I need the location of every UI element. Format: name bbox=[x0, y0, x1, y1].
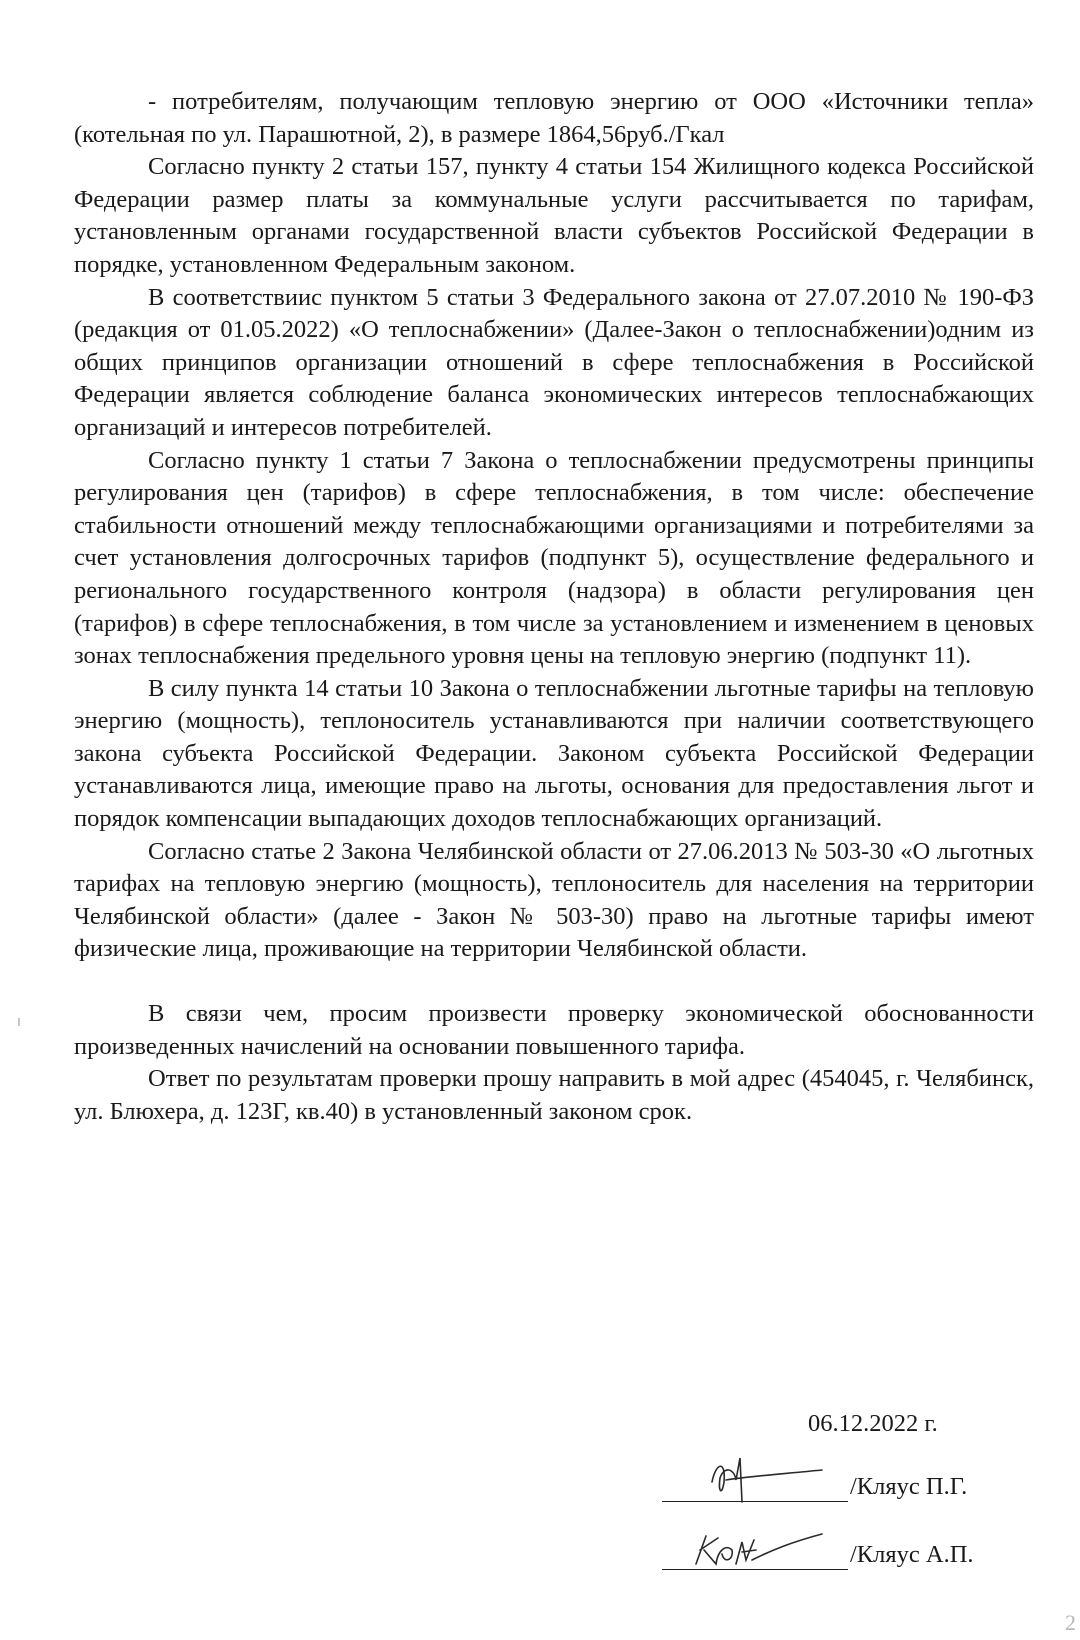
paragraph-housing-code: Согласно пункту 2 статьи 157, пункту 4 статьи 154 Жилищного кодекса Российской Федерации размер платы за коммунальные услуги рассчитывается по тарифам, установленным органами государственной власти субъектов Российской Федерации в порядке, установленном Федеральным законом. bbox=[74, 153, 1034, 278]
scan-speck bbox=[18, 1018, 20, 1026]
handwritten-signature-2 bbox=[682, 1520, 832, 1576]
signature-line-2 bbox=[662, 1569, 848, 1570]
paragraph-regional-law: Согласно статье 2 Закона Челябинской области от 27.06.2013 № 503-30 «О льготных тарифах на тепловую энергию (мощность), теплоноситель для населения на территории Челябинской области» (далее - Закон № 503-30) право на льготные тарифы имеют физические лица, проживающие на территории Челябинской области. bbox=[74, 837, 1034, 963]
signature-row-2 bbox=[662, 1520, 1002, 1580]
paragraph-preferential-tariffs: В силу пункта 14 статьи 10 Закона о теплоснабжении льготные тарифы на тепловую энергию (мощность), теплоноситель устанавливаются при наличии соответствующего закона субъекта Российской Федерации. Законом субъекта Российской Федерации устанавливаются лица, имеющие право на льготы, основания для предоставления льгот и порядок компенсации выпадающих доходов теплоснабжающих организаций. bbox=[74, 674, 1034, 833]
page-number: 2 bbox=[1065, 1610, 1076, 1635]
paragraph-request: В связи чем, просим произвести проверку экономической обоснованности произведенных начислений на основании повышенного тарифа. bbox=[74, 1000, 1034, 1060]
signatory-name-1: /Кляус П.Г. bbox=[850, 1473, 968, 1500]
paragraph-response-address: Ответ по результатам проверки прошу направить в мой адрес (454045, г. Челябинск, ул. Блюхера, д. 123Г, кв.40) в установленный законом срок. bbox=[74, 1065, 1034, 1125]
signature-row-1 bbox=[662, 1452, 1002, 1512]
handwritten-signature-1 bbox=[682, 1452, 832, 1508]
letter-date: 06.12.2022 г. bbox=[808, 1410, 938, 1437]
signature-line-1 bbox=[662, 1501, 848, 1502]
paragraph-regulation-principles: Согласно пункту 1 статьи 7 Закона о теплоснабжении предусмотрены принципы регулирования цен (тарифов) в сфере теплоснабжения, в том числе: обеспечение стабильности отношений между теплоснабжающими организациями и потребителями за счет установления долгосрочных тарифов (подпункт 5), осуществление федерального и регионального государственного контроля (надзора) в области регулирования цен (тарифов) в сфере теплоснабжения, в том числе за установлением и изменением в ценовых зонах теплоснабжения предельного уровня цены на тепловую энергию (подпункт 11). bbox=[74, 446, 1034, 670]
letter-body bbox=[74, 86, 1034, 1128]
signatory-name-2: /Кляус А.П. bbox=[850, 1541, 974, 1568]
paragraph-federal-law: В соответствиис пунктом 5 статьи 3 Федерального закона от 27.07.2010 № 190-ФЗ (редакция от 01.05.2022) «О теплоснабжении» (Далее-Закон о теплоснабжении)одним из общих принципов организации отношений в сфере теплоснабжения в Российской Федерации является соблюдение баланса экономических интересов теплоснабжающих организаций и интересов потребителей. bbox=[74, 283, 1034, 441]
paragraph-consumers-tariff: - потребителям, получающим тепловую энергию от ООО «Источники тепла» (котельная по ул. Парашютной, 2), в размере 1864,56руб./Гкал bbox=[74, 88, 1034, 148]
